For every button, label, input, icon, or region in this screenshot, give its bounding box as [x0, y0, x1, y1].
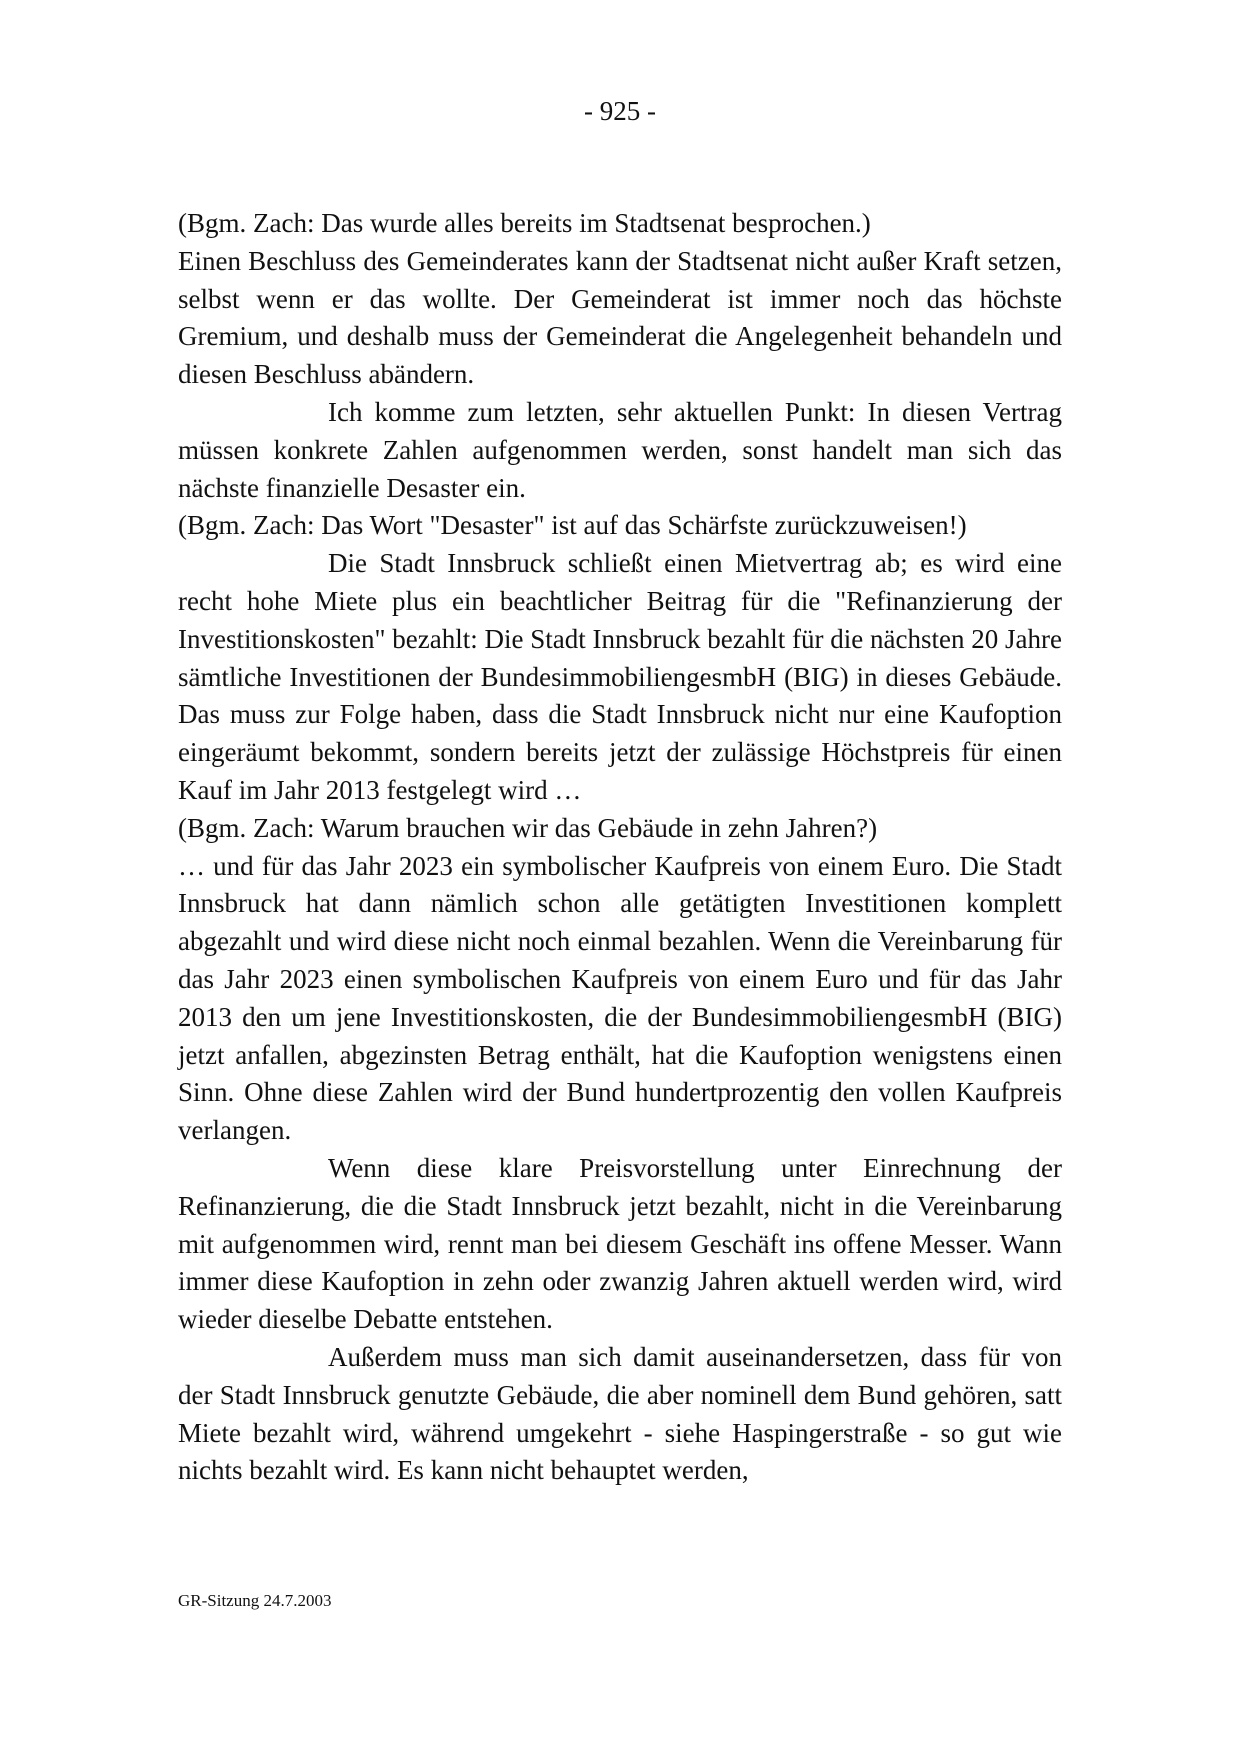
interjection-paragraph: (Bgm. Zach: Warum brauchen wir das Gebäude in zehn Jahren?)	[178, 812, 878, 843]
body-paragraph: Außerdem muss man sich damit auseinandersetzen, dass für von der Stadt Innsbruck genutzte Gebäude, die aber nominell dem Bund gehören, satt Miete bezahlt wird, während umgekehrt - siehe Haspingerstraße - so gut wie nichts bezahlt wird. Es kann nicht behauptet werden,	[178, 1341, 1062, 1486]
footer-session-date: GR-Sitzung 24.7.2003	[178, 1591, 332, 1610]
body-paragraph: Einen Beschluss des Gemeinderates kann der Stadtsenat nicht außer Kraft setzen, selbst wenn er das wollte. Der Gemeinderat ist immer noch das höchste Gremium, und deshalb muss der Gemeinderat die Angelegenheit behandeln und diesen Beschluss abändern.	[178, 245, 1062, 390]
interjection-paragraph: (Bgm. Zach: Das Wort "Desaster" ist auf das Schärfste zurückzuweisen!)	[178, 510, 967, 541]
body-paragraph: Die Stadt Innsbruck schließt einen Mietvertrag ab; es wird eine recht hohe Miete plus ein beachtlicher Beitrag für die "Refinanzierung der Investitionskosten" bezahlt: Die Stadt Innsbruck bezahlt für die nächsten 20 Jahre sämtliche Investitionen der BundesimmobiliengesmbH (BIG) in dieses Gebäude. Das muss zur Folge haben, dass die Stadt Innsbruck nicht nur eine Kaufoption eingeräumt bekommt, sondern bereits jetzt der zulässige Höchstpreis für einen Kauf im Jahr 2013 festgelegt wird …	[178, 548, 1062, 805]
body-paragraph: Ich komme zum letzten, sehr aktuellen Punkt: In diesen Vertrag müssen konkrete Zahlen aufgenommen werden, sonst handelt man sich das nächste finanzielle Desaster ein.	[178, 396, 1062, 503]
interjection-paragraph: (Bgm. Zach: Das wurde alles bereits im Stadtsenat besprochen.)	[178, 208, 871, 238]
document-body	[178, 205, 1062, 1490]
page-number: - 925 -	[584, 96, 656, 126]
body-paragraph: … und für das Jahr 2023 ein symbolischer Kaufpreis von einem Euro. Die Stadt Innsbruck hat dann nämlich schon alle getätigten Investitionen komplett abgezahlt und wird diese nicht noch einmal bezahlen. Wenn die Vereinbarung für das Jahr 2023 einen symbolischen Kaufpreis von einem Euro und für das Jahr 2013 den um jene Investitionskosten, die der BundesimmobiliengesmbH (BIG) jetzt anfallen, abgezinsten Betrag enthält, hat die Kaufoption wenigstens einen Sinn. Ohne diese Zahlen wird der Bund hundertprozentig den vollen Kaufpreis verlangen.	[178, 850, 1062, 1146]
body-paragraph: Wenn diese klare Preisvorstellung unter Einrechnung der Refinanzierung, die die Stadt Innsbruck jetzt bezahlt, nicht in die Vereinbarung mit aufgenommen wird, rennt man bei diesem Geschäft ins offene Messer. Wann immer diese Kaufoption in zehn oder zwanzig Jahren aktuell werden wird, wird wieder dieselbe Debatte entstehen.	[178, 1152, 1062, 1335]
